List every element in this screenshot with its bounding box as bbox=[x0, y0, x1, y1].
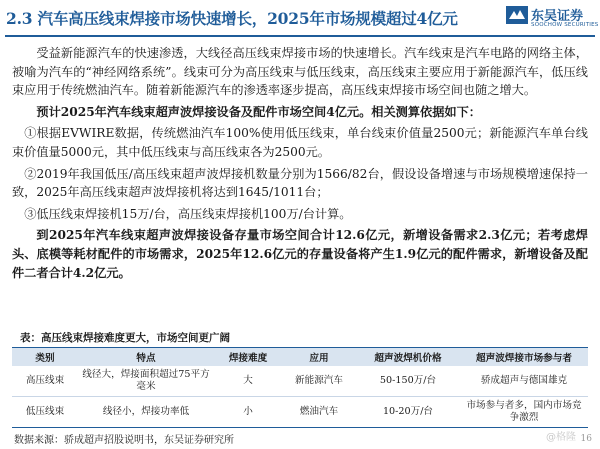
cell-features: 线径小，焊接功率低 bbox=[78, 397, 214, 428]
paragraph-basis-1: ①根据EVWIRE数据，传统燃油汽车100%使用低压线束，单台线束价值量2500元；新能源汽车单台线束价值量5000元，其中低压线束与高压线束各为2500元。 bbox=[12, 126, 588, 159]
header-application: 应用 bbox=[282, 348, 356, 367]
cell-participants: 市场参与者多，国内市场竞争激烈 bbox=[460, 397, 588, 428]
cell-difficulty: 大 bbox=[214, 366, 282, 397]
table-header-row bbox=[12, 348, 588, 367]
logo-text: 东吴证券 bbox=[531, 9, 584, 24]
header-category: 类别 bbox=[12, 348, 78, 367]
cell-features: 线径大，焊接面积超过75平方毫米 bbox=[78, 366, 214, 397]
comparison-table-block bbox=[12, 331, 588, 446]
cell-application: 新能源汽车 bbox=[282, 366, 356, 397]
header-features: 特点 bbox=[78, 348, 214, 367]
comparison-table bbox=[12, 347, 588, 428]
paragraph-conclusion: 到2025年汽车线束超声波焊接设备存量市场空间合计12.6亿元，新增设备需求2.3亿元；若考虑焊头、底模等耗材配件的市场需求，2025年12.6亿元的存量设备将产生1.9亿元的配件需求，新增设备及配件二者合计4.2亿元。 bbox=[12, 228, 588, 280]
cell-category: 高压线束 bbox=[12, 366, 78, 397]
slide-header bbox=[0, 0, 600, 36]
company-logo bbox=[506, 3, 599, 33]
table-caption: 表：高压线束焊接难度更大，市场空间更广阔 bbox=[20, 332, 230, 344]
paragraph-basis-2: ②2019年我国低压/高压线束超声波焊接机数量分别为1566/82台，假设设备增速与市场规模增速保持一致，2025年高压线束超声波焊接机将达到1645/1011台； bbox=[12, 166, 588, 200]
paragraph-intro: 受益新能源汽车的快速渗透，大线径高压线束焊接市场的快速增长。汽车线束是汽车电路的网络主体，被喻为汽车的“神经网络系统”。线束可分为高压线束与低压线束，高压线束主要应用于新能源汽车，低压线束应用于传统燃油汽车。随着新能源汽车的渗透率逐步提高，高压线束焊接市场空间也随之增大。 bbox=[12, 46, 588, 98]
header-difficulty: 焊接难度 bbox=[214, 348, 282, 367]
paragraph-basis-3: ③低压线束焊接机15万/台，高压线束焊接机100万/台计算。 bbox=[24, 206, 352, 221]
logo-subtext: SOOCHOW SECURITIES bbox=[531, 22, 599, 28]
watermark: @格隆 bbox=[546, 432, 576, 443]
cell-category: 低压线束 bbox=[12, 397, 78, 428]
paragraph-forecast: 预计2025年汽车线束超声波焊接设备及配件市场空间4亿元。相关测算依据如下： bbox=[36, 104, 481, 119]
header-rule bbox=[5, 35, 595, 37]
cell-application: 燃油汽车 bbox=[282, 397, 356, 428]
header-price: 超声波焊机价格 bbox=[356, 348, 460, 367]
cell-price: 10-20万/台 bbox=[356, 397, 460, 428]
logo-mark-icon bbox=[506, 6, 528, 24]
table-row bbox=[12, 366, 588, 397]
page-number: 16 bbox=[580, 434, 592, 444]
table-row bbox=[12, 397, 588, 428]
cell-participants: 骄成超声与德国雄克 bbox=[460, 366, 588, 397]
cell-price: 50-150万/台 bbox=[356, 366, 460, 397]
data-source: 数据来源：骄成超声招股说明书，东吴证券研究所 bbox=[14, 435, 234, 446]
page-title: 2.3 汽车高压线束焊接市场快速增长，2025年市场规模超过4亿元 bbox=[6, 9, 458, 28]
cell-difficulty: 小 bbox=[214, 397, 282, 428]
body-text bbox=[12, 44, 588, 285]
header-participants: 超声波焊接市场参与者 bbox=[460, 348, 588, 367]
